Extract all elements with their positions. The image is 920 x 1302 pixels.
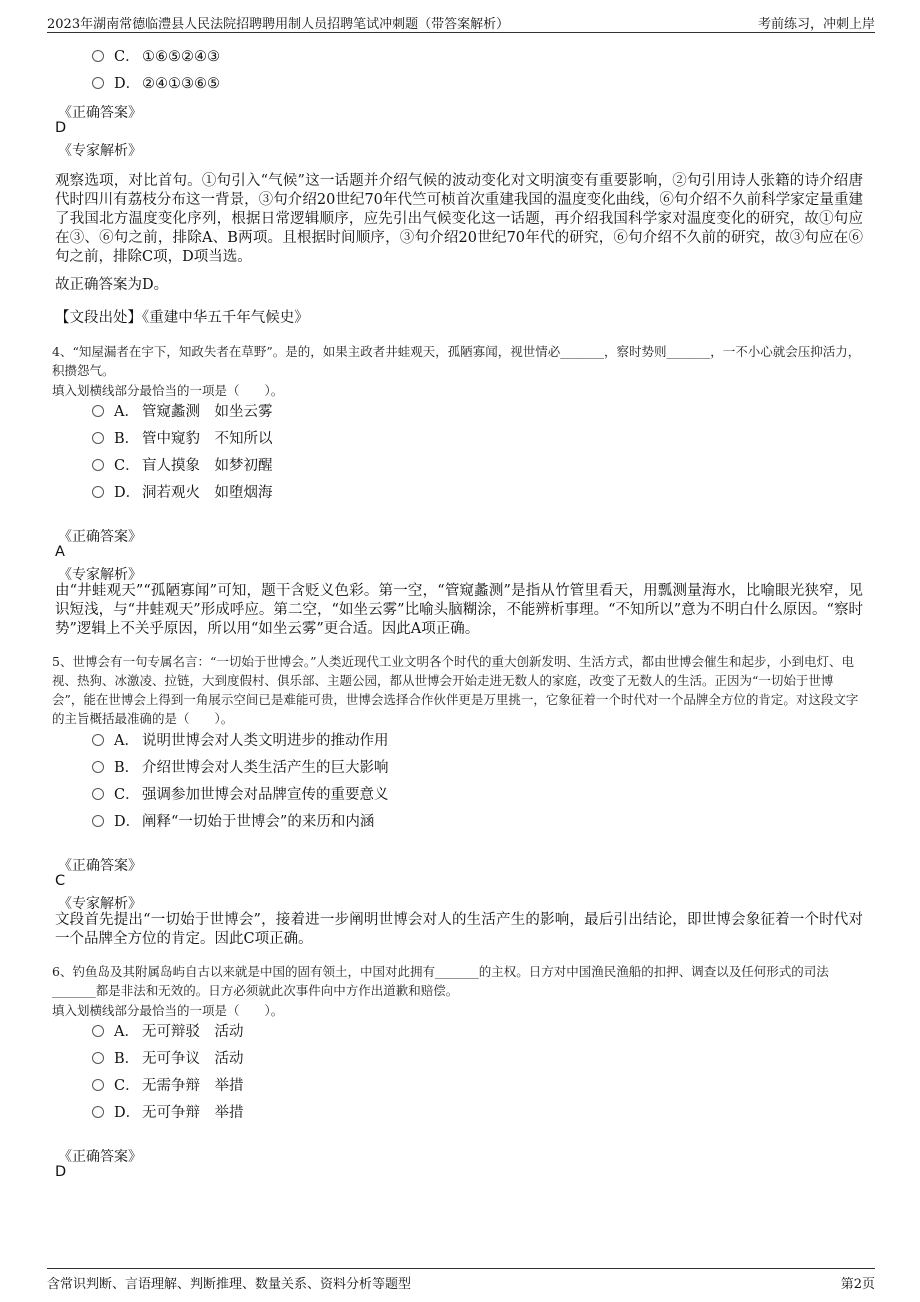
q5-option-d[interactable]: D． 阐释“一切始于世博会”的来历和内涵 — [92, 811, 374, 833]
radio-icon[interactable] — [92, 486, 104, 498]
document-title: 2023年湖南常德临澧县人民法院招聘聘用制人员招聘笔试冲刺题（带答案解析） — [47, 17, 510, 32]
page-header — [47, 10, 875, 33]
radio-icon[interactable] — [92, 761, 104, 773]
q4-stem: 4、“知屋漏者在宇下，知政失者在草野”。是的，如果主政者井蛙观天，孤陋寡闻，视世情必_______，察时势则_______，一不小心就会压抑活力，积攒怨气。 — [52, 344, 861, 378]
q6-answer-label: 《正确答案》 — [58, 1149, 142, 1165]
q5-option-c[interactable]: C． 强调参加世博会对品牌宣传的重要意义 — [92, 784, 389, 806]
footer-topics: 含常识判断、言语理解、判断推理、数量关系、资料分析等题型 — [47, 1277, 412, 1292]
q6-option-a[interactable]: A． 无可辩驳 活动 — [92, 1021, 244, 1043]
q4-analysis: 由“井蛙观天”“孤陋寡闻”可知，题干含贬义色彩。第一空，“管窥蠡测”是指从竹管里看天，用瓢测量海水，比喻眼光狭窄，见识短浅，与“井蛙观天”形成呼应。第二空，“如坐云雾”比喻头脑糊涂，不能辨析事理。“不知所以”意为不明白什么原因。“察时势”逻辑上不关乎原因，所以用“如坐云雾”更合适。因此A项正确。 — [55, 583, 863, 637]
q6-option-b[interactable]: B． 无可争议 活动 — [92, 1048, 244, 1070]
q5-option-b[interactable]: B． 介绍世博会对人类生活产生的巨大影响 — [92, 757, 389, 779]
q5-analysis: 文段首先提出“一切始于世博会”，接着进一步阐明世博会对人的生活产生的影响，最后引出结论，即世博会象征着一个时代对一个品牌全方位的肯定。因此C项正确。 — [55, 912, 863, 947]
q6-option-d[interactable]: D． 无可争辩 举措 — [92, 1102, 244, 1124]
radio-icon[interactable] — [92, 77, 104, 89]
radio-icon[interactable] — [92, 734, 104, 746]
q6-answer: D — [55, 1164, 67, 1180]
q6-prompt: 填入划横线部分最恰当的一项是（ ）。 — [52, 1003, 284, 1018]
q4-answer: A — [55, 544, 65, 560]
q6-option-c[interactable]: C． 无需争辩 举措 — [92, 1075, 244, 1097]
q5-answer: C — [55, 873, 66, 889]
radio-icon[interactable] — [92, 815, 104, 827]
radio-icon[interactable] — [92, 432, 104, 444]
q5-answer-label: 《正确答案》 — [58, 858, 142, 874]
q4-option-b[interactable]: B． 管中窥豹 不知所以 — [92, 428, 273, 450]
radio-icon[interactable] — [92, 1106, 104, 1118]
radio-icon[interactable] — [92, 1052, 104, 1064]
radio-icon[interactable] — [92, 50, 104, 62]
q3-source: 【文段出处】《重建中华五千年气候史》 — [55, 310, 309, 326]
radio-icon[interactable] — [92, 1025, 104, 1037]
q4-analysis-label: 《专家解析》 — [58, 567, 142, 583]
page-number: 第2页 — [840, 1277, 875, 1292]
radio-icon[interactable] — [92, 788, 104, 800]
q3-conclusion: 故正确答案为D。 — [55, 277, 169, 293]
q5-stem: 5、世博会有一句专属名言：“一切始于世博会。”人类近现代工业文明各个时代的重大创新发明、生活方式，都由世博会催生和起步，小到电灯、电视、热狗、冰激凌、拉链，大到度假村、俱乐部、主题公园，都从世博会开始走进无数人的家庭，改变了无数人的生活。正因为“一切始于世博会”，能在世博会上得到一角展示空间已是难能可贵，世博会选择合作伙伴更是万里挑一，它象征着一个时代对一个品牌全方位的肯定。对这段文字的主旨概括最准确的是（ ）。 — [52, 654, 859, 726]
q4-answer-label: 《正确答案》 — [58, 529, 142, 545]
q6-stem: 6、钓鱼岛及其附属岛屿自古以来就是中国的固有领土，中国对此拥有_______的主权。日方对中国渔民渔船的扣押、调查以及任何形式的司法_______都是非法和无效的。日方必须就此次事件向中方作出道歉和赔偿。 — [52, 964, 829, 998]
q4-option-c[interactable]: C． 盲人摸象 如梦初醒 — [92, 455, 273, 477]
radio-icon[interactable] — [92, 1079, 104, 1091]
q3-analysis: 观察选项，对比首句。①句引入“气候”这一话题并介绍气候的波动变化对文明演变有重要影响，②句引用诗人张籍的诗介绍唐代时四川有荔枝分布这一背景，③句介绍20世纪70年代竺可桢首次重建我国的温度变化曲线，⑥句介绍不久前科学家定量重建了我国北方温度变化序列，根据日常逻辑顺序，应先引出气候变化这一话题，再介绍我国科学家对温度变化的研究，故①句应在③、⑥句之前，排除A、B两项。且根据时间顺序，③句介绍20世纪70年代的研究，⑥句介绍不久前的研究，故③句应在⑥句之前，排除C项，D项当选。 — [55, 173, 863, 265]
q3-answer: D — [55, 120, 67, 136]
q4-option-a[interactable]: A． 管窥蠡测 如坐云雾 — [92, 401, 273, 423]
q3-answer-label: 《正确答案》 — [58, 105, 142, 121]
page-footer — [47, 1268, 875, 1291]
q4-prompt: 填入划横线部分最恰当的一项是（ ）。 — [52, 383, 284, 398]
radio-icon[interactable] — [92, 405, 104, 417]
q4-option-d[interactable]: D． 洞若观火 如堕烟海 — [92, 482, 273, 504]
q3-option-d[interactable]: D． ②④①③⑥⑤ — [92, 73, 220, 95]
q3-analysis-label: 《专家解析》 — [58, 143, 142, 159]
q5-option-a[interactable]: A． 说明世博会对人类文明进步的推动作用 — [92, 730, 389, 752]
q3-option-c[interactable]: C． ①⑥⑤②④③ — [92, 46, 220, 68]
q5-analysis-label: 《专家解析》 — [58, 896, 142, 912]
header-slogan: 考前练习，冲刺上岸 — [757, 17, 875, 32]
radio-icon[interactable] — [92, 459, 104, 471]
